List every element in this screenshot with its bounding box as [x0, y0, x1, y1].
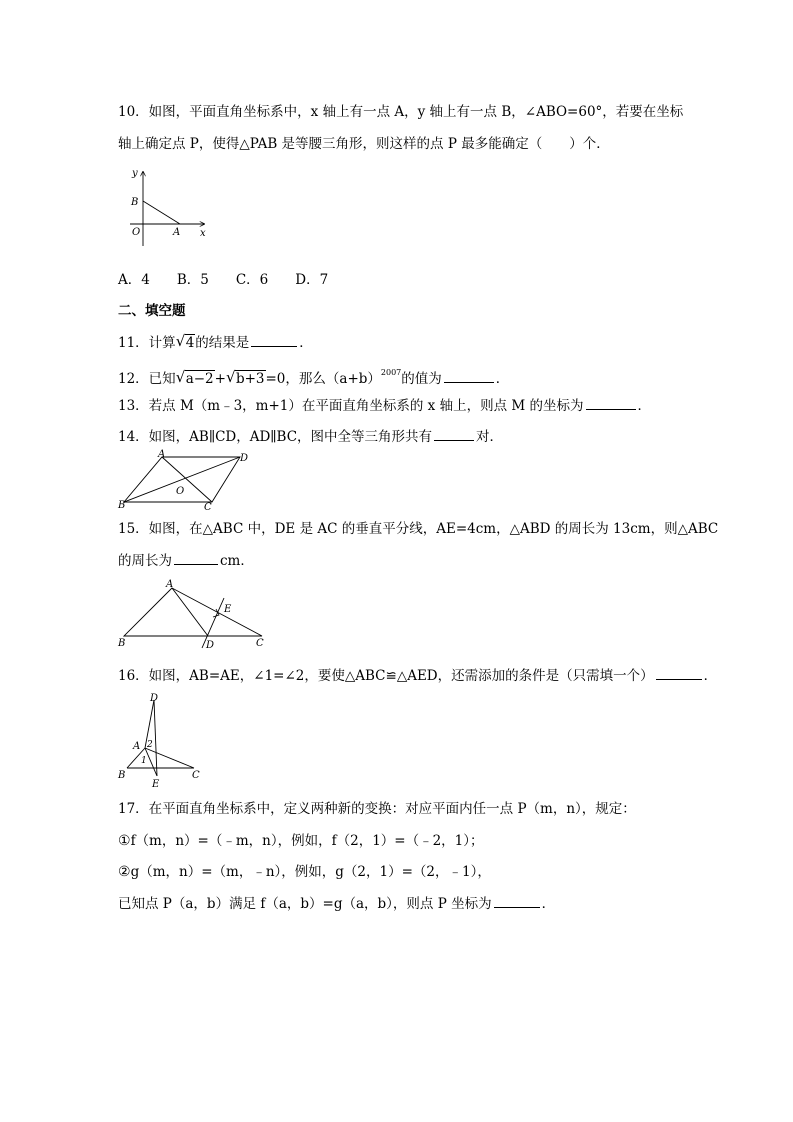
q11-end: ．	[299, 335, 313, 351]
q10-line1: 10．如图，平面直角坐标系中，x 轴上有一点 A，y 轴上有一点 B，∠ABO=60°，若要在坐标	[118, 104, 684, 120]
q15-label-d: D	[206, 640, 215, 651]
q16-segment-de	[154, 700, 157, 776]
q12-answer-blank[interactable]	[444, 369, 494, 383]
q17-answer-blank[interactable]	[494, 894, 540, 908]
q16-answer-blank[interactable]	[656, 666, 702, 680]
q17-item1	[118, 832, 484, 850]
q16-label-a: A	[133, 741, 141, 752]
q17-item1-text: f（m，n）=（﹣m，n），例如，f（2，1）=（﹣2，1）；	[130, 833, 484, 849]
q11-radicand: 4	[185, 335, 195, 351]
q10-label-x: x	[200, 228, 206, 239]
q14-diagonal-ac	[162, 457, 212, 502]
q12-sqrt1: √ a−2	[175, 368, 214, 387]
q16-figure	[116, 690, 206, 790]
q10-line2: 轴上确定点 P，使得△PAB 是等腰三角形，则这样的点 P 最多能确定（ ）个．	[118, 136, 610, 152]
q12-plus: +	[214, 371, 226, 387]
q16-label-1: 1	[141, 756, 147, 766]
q10-label-o: O	[132, 227, 141, 238]
q10-segment-ab	[143, 201, 180, 224]
q14	[118, 427, 503, 446]
q10-label-y: y	[132, 168, 138, 179]
q13	[118, 396, 651, 415]
q12-exponent: 2007	[380, 368, 402, 377]
q14-label-c: C	[204, 502, 212, 513]
q11-sqrt: √ 4	[175, 332, 195, 351]
q14-figure	[116, 450, 256, 512]
q17-line4-text: 已知点 P（a，b）满足 f（a，b）=g（a，b），则点 P 坐标为	[118, 896, 492, 912]
q15-triangle-abc	[124, 588, 262, 636]
q11-suffix: 的结果是	[195, 335, 250, 351]
section-title: 二、填空题	[118, 303, 186, 319]
q14-answer-blank[interactable]	[434, 427, 474, 441]
q15-line2-end: cm．	[220, 553, 254, 569]
q12-mid: =0，那么（a+b）	[265, 371, 381, 387]
q17-item2-mark: ②	[118, 864, 131, 880]
q15-figure	[116, 576, 268, 652]
q15-line2	[118, 551, 254, 570]
q17-item1-mark: ①	[118, 833, 131, 849]
q13-text: 13．若点 M（m﹣3，m+1）在平面直角坐标系的 x 轴上，则点 M 的坐标为	[118, 398, 584, 414]
q14-label-o: O	[176, 486, 185, 497]
q14-label-d: D	[240, 453, 249, 464]
q17-line1: 17．在平面直角坐标系中，定义两种新的变换：对应平面内任一点 P（m，n），规定：	[118, 801, 636, 817]
q13-answer-blank[interactable]	[586, 396, 636, 410]
q16-text: 16．如图，AB=AE，∠1=∠2，要使△ABC≌△AED，还需添加的条件是（只需填一个）	[118, 668, 654, 684]
q10-options: A．4 B．5 C．6 D．7	[118, 272, 329, 288]
q17-item2	[118, 863, 491, 881]
q15-line2-prefix: 的周长为	[118, 553, 172, 569]
q15-label-e: E	[224, 604, 232, 615]
q12	[118, 364, 509, 388]
q16	[118, 666, 717, 685]
q15-label-a: A	[166, 579, 174, 590]
q15-segment-ad	[172, 588, 208, 636]
q12-suffix: 的值为	[401, 371, 442, 387]
q11-prefix: 11．计算	[118, 335, 176, 351]
q16-label-b: B	[118, 770, 126, 781]
q17-line4	[118, 894, 555, 913]
q12-end: ．	[495, 371, 510, 387]
q10-label-a: A	[173, 227, 181, 238]
q15-answer-blank[interactable]	[174, 551, 218, 565]
q14-text: 14．如图，AB∥CD，AD∥BC，图中全等三角形共有	[118, 429, 433, 445]
q10-label-b: B	[131, 197, 139, 208]
q15-label-b: B	[118, 638, 126, 649]
q10-figure	[128, 168, 214, 248]
q16-end: ．	[703, 668, 718, 684]
q16-label-d: D	[150, 693, 159, 704]
q12-radicand1: a−2	[185, 371, 214, 387]
q16-label-e: E	[152, 779, 160, 790]
q12-radicand2: b+3	[235, 371, 265, 387]
q12-sqrt2: √ b+3	[225, 368, 265, 387]
q17-item2-text: g（m，n）=（m，﹣n），例如，g（2，1）=（2，﹣1），	[130, 864, 491, 880]
q15-label-c: C	[256, 638, 264, 649]
q16-label-2: 2	[147, 740, 153, 750]
q15-line1: 15．如图，在△ABC 中，DE 是 AC 的垂直平分线，AE=4cm，△ABD 的周长为 13cm，则△ABC	[118, 521, 719, 537]
q11-answer-blank[interactable]	[251, 333, 297, 347]
q12-prefix: 12．已知	[118, 371, 176, 387]
q14-end: 对．	[476, 429, 504, 445]
q16-label-c: C	[192, 770, 200, 781]
q13-end: ．	[637, 398, 651, 414]
q14-label-b: B	[118, 500, 126, 511]
q17-end: ．	[541, 896, 556, 912]
q14-label-a: A	[158, 449, 166, 460]
q11	[118, 333, 313, 352]
